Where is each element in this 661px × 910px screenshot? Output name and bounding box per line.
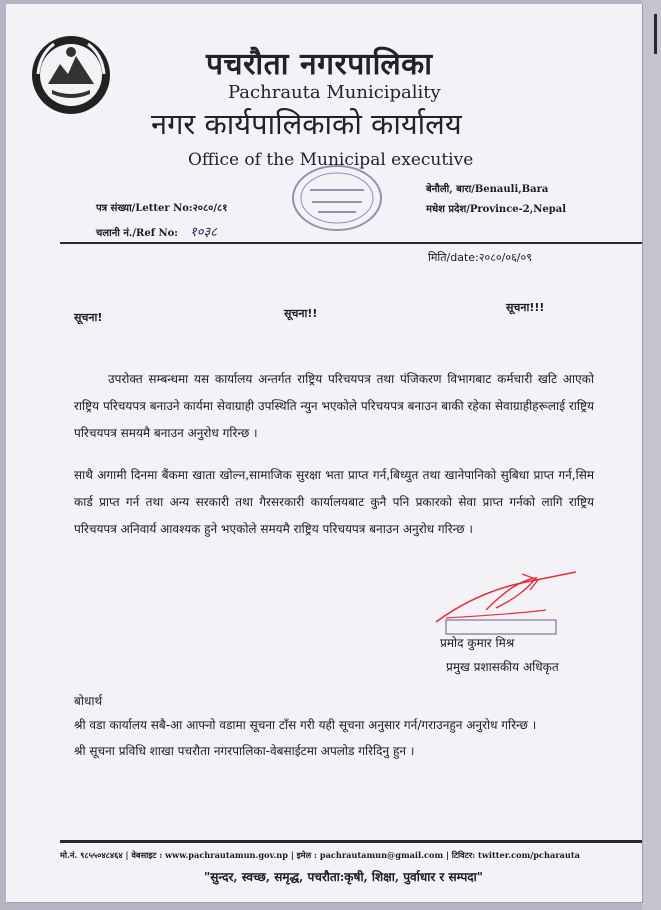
address-line-1: बेनौली, बारा/Benauli,Bara: [426, 184, 549, 195]
scan-edge: [642, 0, 661, 910]
signatory-name: प्रमोद कुमार मिश्र: [440, 636, 515, 650]
office-name-nepali: नगर कार्यपालिकाको कार्यालय: [151, 107, 462, 141]
handwritten-signature: [426, 560, 586, 640]
municipality-name-english: Pachrauta Municipality: [228, 82, 441, 103]
footer-divider: [60, 840, 642, 843]
municipality-emblem-icon: [30, 34, 112, 116]
footer-motto: "सुन्दर, स्वच्छ, समृद्ध, पचरौता:कृषी, शिक्षा, पुर्वाधार र सम्पदा": [204, 870, 483, 884]
cc-heading: बोधार्थ: [74, 694, 103, 708]
office-name-english: Office of the Municipal executive: [188, 150, 474, 170]
scan-edge-mark: [654, 14, 657, 54]
ref-label: चलानी नं./Ref No:: [96, 228, 178, 239]
notice-heading-2: सूचना!!: [284, 307, 318, 320]
office-seal-stamp: [282, 160, 392, 238]
cc-item-1: श्री वडा कार्यालय सबै-आ आफ्नो वडामा सूचना टाँस गरी यही सूचना अनुसार गर्न/गराउनहुन अनुरोध गरिन्छ ।: [74, 718, 537, 732]
notice-heading-3: सूचना!!!: [506, 301, 545, 314]
letter-page: [6, 4, 642, 902]
cc-item-2: श्री सूचना प्रविधि शाखा पचरौता नगरपालिका-वेबसाईटमा अपलोड गरिदिनु हुन ।: [74, 744, 415, 758]
body-paragraph-1: उपरोक्त सम्बन्धमा यस कार्यालय अन्तर्गत राष्ट्रिय परिचयपत्र तथा पंजिकरण विभागबाट कर्मचारी खटि आएको राष्ट्रिय परिचयपत्र बनाउने कार्यमा सेवाग्राही उपस्थिति न्युन भएकोले परिचयपत्र बनाउन बाकी रहेका सेवाग्राहीहरूलाई राष्ट्रिय परिचयपत्र समयमै बनाउन अनुरोध गरिन्छ ।: [74, 372, 594, 440]
address-line-2: मधेश प्रदेश/Province-2,Nepal: [426, 204, 567, 215]
footer-contact: मो.नं. ९८५५०४८४६४ | वेबसाइट : www.pachrautamun.gov.np | इमेल : pachrautamun@gmail.com | टिविटर: twitter.com/pcharauta: [60, 850, 580, 860]
body-paragraph-2: साथै अगामी दिनमा बैंकमा खाता खोल्न,सामाजिक सुरक्षा भता प्राप्त गर्न,बिध्युत तथा खानेपानिको सुबिधा प्राप्त गर्न,सिम कार्ड प्राप्त गर्न तथा अन्य सरकारी तथा गैरसरकारी कार्यालयबाट कुनै पनि प्रकारको सेवा प्राप्त गर्नको लागि राष्ट्रिय परिचयपत्र अनिवार्य आवश्यक हुने भएकोले समयमै राष्ट्रिय परिचयपत्र बनाउन अनुरोध गरिन्छ ।: [74, 468, 594, 536]
notice-heading-1: सूचना!: [74, 311, 103, 324]
ref-value-handwritten: १०३८: [189, 225, 218, 240]
municipality-name-nepali: पचरौता नगरपालिका: [206, 47, 433, 82]
letter-date: मिति/date:२०८०/०६/०९: [428, 251, 532, 264]
reference-number: [96, 222, 217, 240]
header-divider: [60, 242, 642, 244]
cc-list: [74, 712, 594, 764]
signatory-title: प्रमुख प्रशासकीय अधिकृत: [446, 660, 559, 674]
letter-number: पत्र संख्या/Letter No:२०८०/८१: [96, 203, 228, 214]
office-address: [426, 180, 566, 220]
